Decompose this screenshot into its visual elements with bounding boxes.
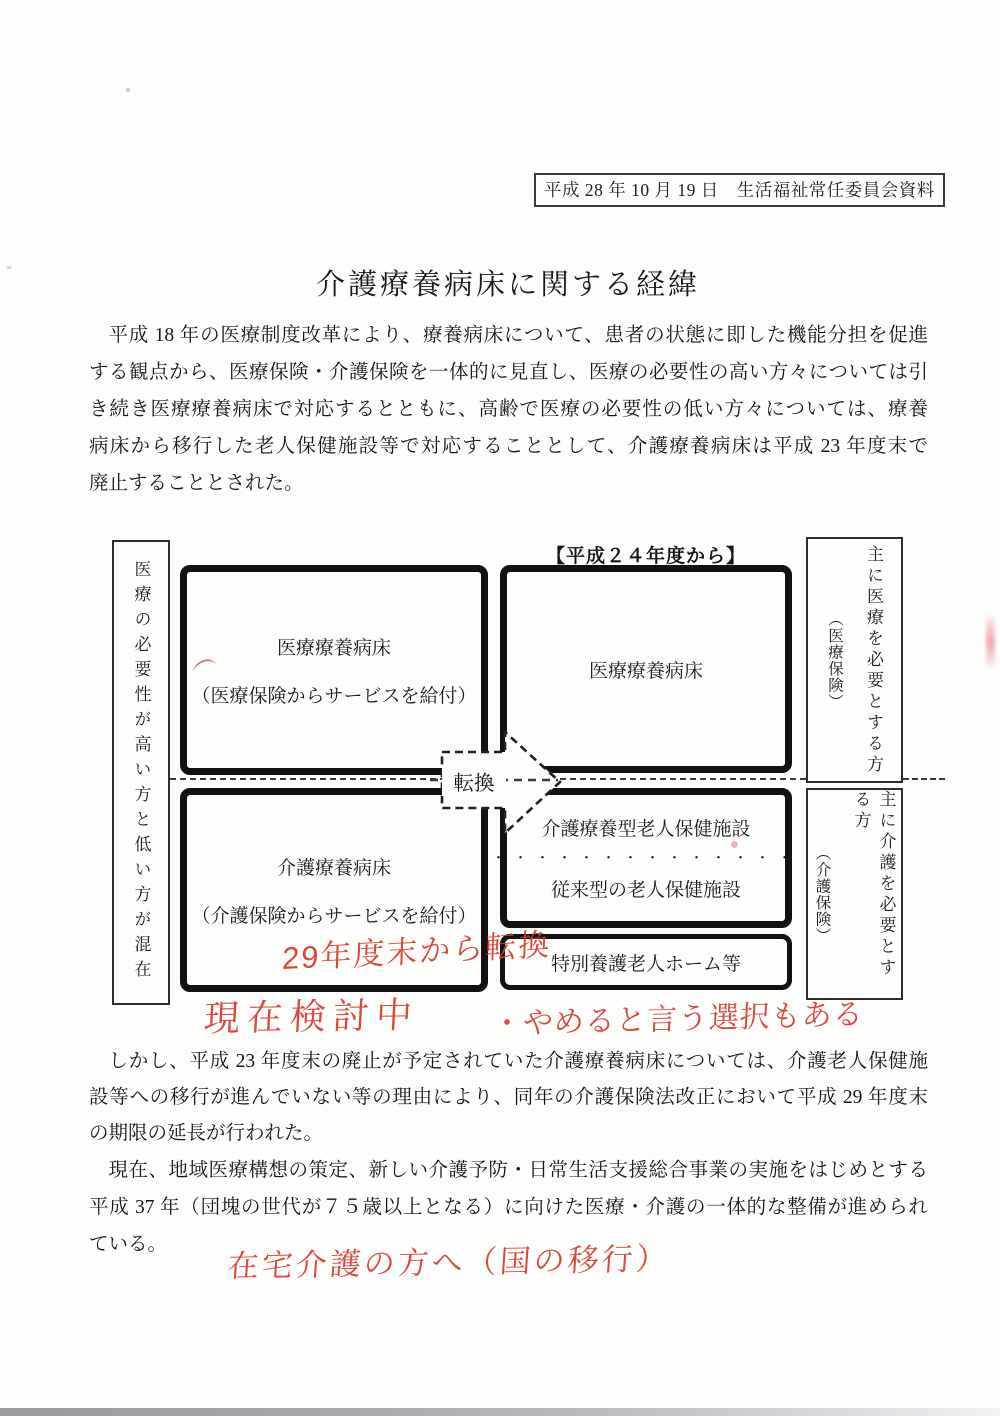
handwritten-note-home-care: 在宅介護の方へ（国の移行） <box>226 1241 671 1284</box>
period-label: 【平成２４年度から】 <box>545 546 746 567</box>
box-medical-beds-before-subtitle: （医療保険からサービスを給付） <box>191 685 477 707</box>
axis-mainly-medical <box>806 537 903 783</box>
paragraph-line: ている。 <box>89 1234 168 1255</box>
axis-care-insurance-label: （介護保険） <box>813 844 831 944</box>
page-title: 介護療養病床に関する経緯 <box>315 269 700 301</box>
paragraph-line: の期限の延長が行われた。 <box>89 1123 324 1144</box>
axis-medical-necessity <box>112 540 170 1005</box>
paragraph-1 <box>89 317 928 502</box>
red-pen-dot <box>731 841 738 848</box>
handwritten-note-under-review: 現在検討中 <box>202 994 420 1039</box>
box-medical-beds-before-title: 医療療養病床 <box>276 637 391 659</box>
handwritten-note-option: ・やめると言う選択もある <box>491 998 865 1041</box>
header-date-label: 平成 28 年 10 月 19 日 生活福祉常任委員会資料 <box>544 180 935 200</box>
paragraph-line: 病床から移行した老人保健施設等で対応することとして、介護療養病床は平成 23 年度末で <box>89 436 928 457</box>
paragraph-line: 平成 18 年の医療制度改革により、療養病床について、患者の状態に即した機能分担を促進 <box>108 325 928 346</box>
axis-mainly-care-label: 主に介護を必要とする方 <box>851 790 896 979</box>
header-date-box <box>534 173 945 207</box>
scan-edge-band <box>0 1408 1000 1416</box>
diagram-midline-dashed-right <box>903 778 945 780</box>
box-care-beds-before-subtitle: （介護保険からサービスを給付） <box>191 905 477 927</box>
paragraph-line: 廃止することとされた。 <box>89 473 304 494</box>
scan-speck <box>126 88 130 92</box>
axis-medical-insurance-label: （医療保険） <box>826 610 843 710</box>
box-tokuyo-home-title: 特別養護老人ホーム等 <box>550 953 741 975</box>
paragraph-line: 平成 37 年（団塊の世代が７５歳以上となる）に向けた医療・介護の一体的な整備が進められ <box>89 1197 928 1218</box>
dots-divider: ・・・・・・・・・・・・・・ <box>492 850 801 865</box>
box-rouken-line2: 従来型の老人保健施設 <box>550 880 741 901</box>
box-rouken-line1: 介護療養型老人保健施設 <box>541 819 751 840</box>
paragraph-2 <box>89 1044 928 1152</box>
paragraph-line: しかし、平成 23 年度末の廃止が予定されていた介護療養病床については、介護老人保健施 <box>108 1051 928 1072</box>
paragraph-line: 現在、地域医療構想の策定、新しい介護予防・日常生活支援総合事業の実施をはじめとする <box>108 1160 928 1181</box>
box-care-beds-before-title: 介護療養病床 <box>276 857 391 879</box>
scan-speck <box>6 266 12 269</box>
axis-mainly-medical-label: 主に医療を必要とする方 <box>864 544 883 776</box>
paragraph-line: き続き医療療養病床で対応するとともに、高齢で医療の必要性の低い方々については、療養 <box>89 399 928 420</box>
axis-mainly-care <box>806 788 903 1000</box>
paragraph-line: する観点から、医療保険・介護保険を一体的に見直し、医療の必要性の高い方々については引 <box>89 362 928 383</box>
handwritten-note-conversion: 29年度末から転換 <box>281 926 552 977</box>
box-medical-beds-after-title: 医療療養病床 <box>588 660 703 682</box>
paragraph-line: 設等への移行が進んでいない等の理由により、同年の介護保険法改正において平成 29 年度末 <box>89 1087 928 1108</box>
conversion-arrow-label: 転換 <box>442 766 506 796</box>
axis-medical-necessity-label: 医療の必要性が高い方と低い方が混在 <box>131 560 151 985</box>
pink-edge-smudge <box>986 616 995 668</box>
